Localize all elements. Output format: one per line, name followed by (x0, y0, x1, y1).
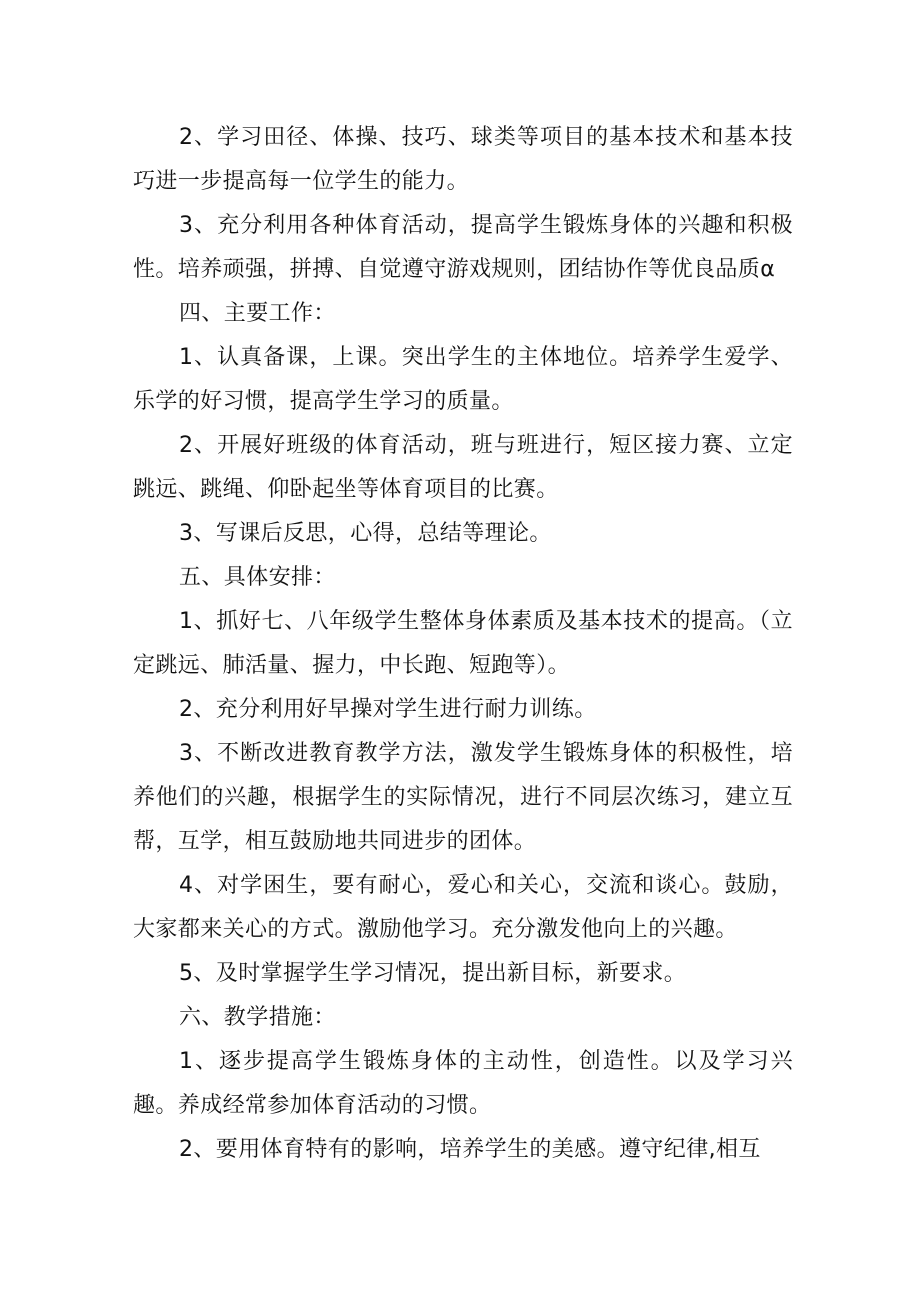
paragraph-goal-2: 2、学习田径、体操、技巧、球类等项目的基本技术和基本技巧进一步提高每一位学生的能力。 (133, 125, 793, 194)
paragraph-arrangement-5: 5、及时掌握学生学习情况，提出新目标，新要求。 (179, 961, 687, 986)
section-heading-measures: 六、教学措施： (179, 1005, 336, 1030)
paragraph-measures-1: 1、逐步提高学生锻炼身体的主动性，创造性。以及学习兴趣。养成经常参加体育活动的习惯。 (133, 1049, 793, 1118)
paragraph-work-3: 3、写课后反思，心得，总结等理论。 (179, 521, 552, 546)
paragraph-work-2: 2、开展好班级的体育活动，班与班进行，短区接力赛、立定跳远、跳绳、仰卧起坐等体育项目的比赛。 (133, 433, 793, 502)
document-body (133, 116, 793, 1172)
paragraph-work-1: 1、认真备课，上课。突出学生的主体地位。培养学生爱学、乐学的好习惯，提高学生学习的质量。 (133, 345, 793, 414)
paragraph-measures-2: 2、要用体育特有的影响，培养学生的美感。遵守纪律,相互 (179, 1137, 761, 1162)
section-heading-arrangement: 五、具体安排： (179, 565, 336, 590)
paragraph-arrangement-2: 2、充分利用好早操对学生进行耐力训练。 (179, 697, 597, 722)
paragraph-goal-3: 3、充分利用各种体育活动，提高学生锻炼身体的兴趣和积极性。培养顽强，拼搏、自觉遵守游戏规则，团结协作等优良品质α (133, 213, 793, 282)
paragraph-arrangement-1: 1、抓好七、八年级学生整体身体素质及基本技术的提高。（立定跳远、肺活量、握力，中长跑、短跑等）。 (133, 609, 793, 678)
paragraph-arrangement-4: 4、对学困生，要有耐心，爱心和关心，交流和谈心。鼓励，大家都来关心的方式。激励他学习。充分激发他向上的兴趣。 (133, 873, 793, 942)
paragraph-arrangement-3: 3、不断改进教育教学方法，激发学生锻炼身体的积极性，培养他们的兴趣，根据学生的实际情况，进行不同层次练习，建立互帮，互学，相互鼓励地共同进步的团体。 (133, 741, 793, 854)
section-heading-main-work: 四、主要工作： (179, 301, 336, 326)
